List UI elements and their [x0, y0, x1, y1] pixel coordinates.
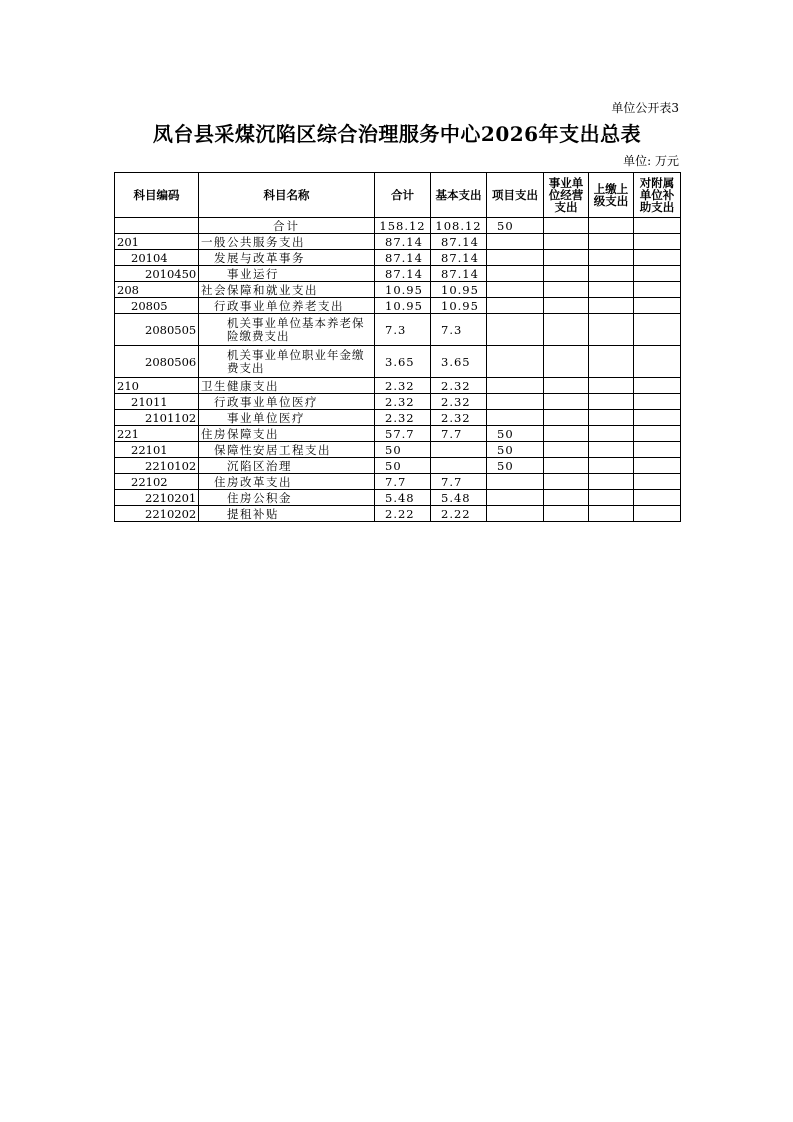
- row-total: 50: [375, 442, 431, 458]
- total-basic: 108.12: [431, 218, 487, 234]
- row-basic: 3.65: [431, 346, 487, 378]
- row-business: [544, 250, 589, 266]
- table-row: [115, 234, 681, 250]
- table-number: 单位公开表3: [611, 101, 679, 115]
- row-total: 2.22: [375, 506, 431, 522]
- row-name: 沉陷区治理: [199, 458, 375, 474]
- row-superior: [589, 426, 634, 442]
- row-project: [487, 282, 544, 298]
- row-total: 87.14: [375, 266, 431, 282]
- row-superior: [589, 314, 634, 346]
- table-row: [115, 426, 681, 442]
- row-total: 50: [375, 458, 431, 474]
- row-name: 行政事业单位医疗: [199, 394, 375, 410]
- row-code: 221: [115, 426, 199, 442]
- row-business: [544, 458, 589, 474]
- row-name: 社会保障和就业支出: [199, 282, 375, 298]
- row-basic: 2.22: [431, 506, 487, 522]
- row-superior: [589, 378, 634, 394]
- row-basic: 87.14: [431, 250, 487, 266]
- row-code: 2101102: [115, 410, 199, 426]
- row-business: [544, 234, 589, 250]
- row-name: 发展与改革事务: [199, 250, 375, 266]
- table-row: [115, 506, 681, 522]
- table-row: [115, 394, 681, 410]
- table-row: [115, 250, 681, 266]
- row-name: 事业运行: [199, 266, 375, 282]
- row-subsidiary: [634, 410, 681, 426]
- row-name: 一般公共服务支出: [199, 234, 375, 250]
- row-superior: [589, 250, 634, 266]
- header-business: 事业单位经营支出: [544, 173, 589, 218]
- row-basic: 5.48: [431, 490, 487, 506]
- row-superior: [589, 458, 634, 474]
- row-basic: [431, 442, 487, 458]
- row-code: 208: [115, 282, 199, 298]
- row-business: [544, 314, 589, 346]
- row-superior: [589, 442, 634, 458]
- row-subsidiary: [634, 442, 681, 458]
- table-row: [115, 458, 681, 474]
- row-superior: [589, 266, 634, 282]
- row-superior: [589, 282, 634, 298]
- row-name: 机关事业单位职业年金缴费支出: [199, 346, 375, 378]
- row-total: 10.95: [375, 298, 431, 314]
- row-business: [544, 282, 589, 298]
- row-subsidiary: [634, 394, 681, 410]
- row-business: [544, 490, 589, 506]
- row-business: [544, 442, 589, 458]
- row-name: 行政事业单位养老支出: [199, 298, 375, 314]
- row-subsidiary: [634, 250, 681, 266]
- header-total: 合计: [375, 173, 431, 218]
- row-business: [544, 346, 589, 378]
- row-name: 住房公积金: [199, 490, 375, 506]
- row-name: 事业单位医疗: [199, 410, 375, 426]
- row-project: [487, 490, 544, 506]
- total-code: [115, 218, 199, 234]
- row-total: 10.95: [375, 282, 431, 298]
- table-row: [115, 346, 681, 378]
- row-business: [544, 474, 589, 490]
- table-row: [115, 314, 681, 346]
- header-subsidiary: 对附属单位补助支出: [634, 173, 681, 218]
- row-basic: 10.95: [431, 298, 487, 314]
- row-subsidiary: [634, 506, 681, 522]
- table-row: [115, 490, 681, 506]
- row-project: [487, 298, 544, 314]
- row-basic: [431, 458, 487, 474]
- row-total: 5.48: [375, 490, 431, 506]
- total-total: 158.12: [375, 218, 431, 234]
- row-code: 20104: [115, 250, 199, 266]
- row-project: [487, 410, 544, 426]
- row-subsidiary: [634, 490, 681, 506]
- row-subsidiary: [634, 298, 681, 314]
- row-subsidiary: [634, 314, 681, 346]
- row-business: [544, 266, 589, 282]
- row-name: 住房保障支出: [199, 426, 375, 442]
- header-code: 科目编码: [115, 173, 199, 218]
- header-project: 项目支出: [487, 173, 544, 218]
- row-superior: [589, 298, 634, 314]
- total-row: [115, 218, 681, 234]
- row-code: 2210201: [115, 490, 199, 506]
- total-business: [544, 218, 589, 234]
- row-project: 50: [487, 458, 544, 474]
- row-basic: 87.14: [431, 266, 487, 282]
- header-basic: 基本支出: [431, 173, 487, 218]
- expenditure-table: [114, 172, 681, 522]
- total-subsidiary: [634, 218, 681, 234]
- row-subsidiary: [634, 426, 681, 442]
- row-subsidiary: [634, 234, 681, 250]
- table-row: [115, 266, 681, 282]
- row-basic: 2.32: [431, 410, 487, 426]
- row-code: 2210102: [115, 458, 199, 474]
- header-superior: 上缴上级支出: [589, 173, 634, 218]
- row-basic: 7.7: [431, 474, 487, 490]
- row-subsidiary: [634, 474, 681, 490]
- row-business: [544, 394, 589, 410]
- row-name: 卫生健康支出: [199, 378, 375, 394]
- row-project: [487, 378, 544, 394]
- row-superior: [589, 394, 634, 410]
- row-name: 保障性安居工程支出: [199, 442, 375, 458]
- row-superior: [589, 234, 634, 250]
- unit-label: 单位: 万元: [623, 154, 679, 168]
- total-project: 50: [487, 218, 544, 234]
- row-total: 2.32: [375, 378, 431, 394]
- row-name: 提租补贴: [199, 506, 375, 522]
- row-total: 2.32: [375, 410, 431, 426]
- row-project: [487, 314, 544, 346]
- row-code: 2010450: [115, 266, 199, 282]
- row-business: [544, 298, 589, 314]
- row-subsidiary: [634, 266, 681, 282]
- row-basic: 7.3: [431, 314, 487, 346]
- row-basic: 2.32: [431, 378, 487, 394]
- row-code: 2210202: [115, 506, 199, 522]
- total-label: 合计: [199, 218, 375, 234]
- row-total: 87.14: [375, 234, 431, 250]
- row-basic: 87.14: [431, 234, 487, 250]
- row-name: 机关事业单位基本养老保险缴费支出: [199, 314, 375, 346]
- row-project: [487, 346, 544, 378]
- row-code: 21011: [115, 394, 199, 410]
- row-superior: [589, 346, 634, 378]
- row-total: 7.3: [375, 314, 431, 346]
- row-business: [544, 426, 589, 442]
- row-project: [487, 506, 544, 522]
- row-business: [544, 410, 589, 426]
- row-subsidiary: [634, 378, 681, 394]
- row-superior: [589, 410, 634, 426]
- header-row: [115, 173, 681, 218]
- row-project: [487, 266, 544, 282]
- row-code: 20805: [115, 298, 199, 314]
- row-code: 22102: [115, 474, 199, 490]
- row-subsidiary: [634, 458, 681, 474]
- total-superior: [589, 218, 634, 234]
- row-project: 50: [487, 426, 544, 442]
- row-code: 2080505: [115, 314, 199, 346]
- row-business: [544, 378, 589, 394]
- header-name: 科目名称: [199, 173, 375, 218]
- row-superior: [589, 490, 634, 506]
- table-row: [115, 282, 681, 298]
- page-title: 凤台县采煤沉陷区综合治理服务中心2026年支出总表: [152, 122, 642, 146]
- row-basic: 10.95: [431, 282, 487, 298]
- row-project: [487, 250, 544, 266]
- row-total: 7.7: [375, 474, 431, 490]
- row-superior: [589, 474, 634, 490]
- table-row: [115, 410, 681, 426]
- table-row: [115, 474, 681, 490]
- row-business: [544, 506, 589, 522]
- row-total: 87.14: [375, 250, 431, 266]
- row-total: 57.7: [375, 426, 431, 442]
- row-subsidiary: [634, 346, 681, 378]
- row-name: 住房改革支出: [199, 474, 375, 490]
- table-row: [115, 298, 681, 314]
- row-total: 2.32: [375, 394, 431, 410]
- row-superior: [589, 506, 634, 522]
- row-project: [487, 474, 544, 490]
- row-project: [487, 394, 544, 410]
- row-code: 22101: [115, 442, 199, 458]
- row-subsidiary: [634, 282, 681, 298]
- table-row: [115, 442, 681, 458]
- row-code: 2080506: [115, 346, 199, 378]
- row-code: 210: [115, 378, 199, 394]
- row-total: 3.65: [375, 346, 431, 378]
- row-basic: 7.7: [431, 426, 487, 442]
- row-code: 201: [115, 234, 199, 250]
- row-project: 50: [487, 442, 544, 458]
- row-project: [487, 234, 544, 250]
- table-row: [115, 378, 681, 394]
- row-basic: 2.32: [431, 394, 487, 410]
